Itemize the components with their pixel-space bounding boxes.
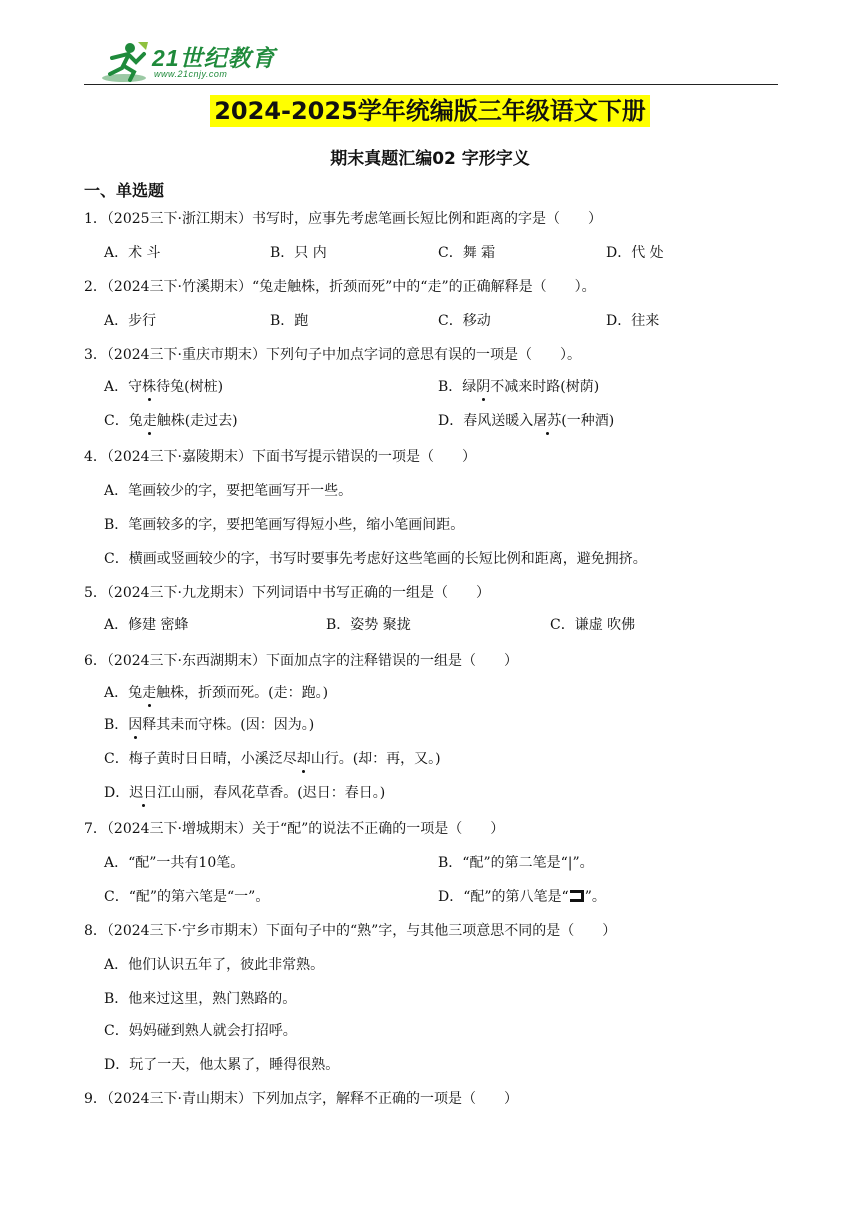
question-8-option-b: B．他来过这里，熟门熟路的。 xyxy=(104,991,297,1007)
question-7-option-a: A．“配”一共有10笔。 xyxy=(104,855,245,871)
question-7-option-d: D．“配”的第八笔是“ ”。 xyxy=(438,889,606,905)
question-4-option-a: A．笔画较少的字，要把笔画写开一些。 xyxy=(104,483,353,499)
question-3-option-b: B．绿阴不减来时路(树荫) xyxy=(438,376,599,396)
question-8-stem: 8．（2024三下·宁乡市期末）下面句子中的“熟”字，与其他三项意思不同的是（ ） xyxy=(84,923,617,939)
logo-21cnjy xyxy=(100,38,280,86)
question-1-option-b: B．只 内 xyxy=(270,245,327,261)
question-8-option-d: D．玩了一天，他太累了，睡得很熟。 xyxy=(104,1057,340,1073)
question-1-option-d: D．代 处 xyxy=(606,245,664,261)
question-7-option-c: C．“配”的第六笔是“一”。 xyxy=(104,889,270,905)
question-6-option-c: C．梅子黄时日日晴，小溪泛尽却山行。(却：再，又。) xyxy=(104,748,441,768)
question-6-option-b: B．因释其耒而守株。(因：因为。) xyxy=(104,714,314,734)
question-8-option-a: A．他们认识五年了，彼此非常熟。 xyxy=(104,957,325,973)
question-8-option-c: C．妈妈碰到熟人就会打招呼。 xyxy=(104,1023,297,1039)
question-7-stem: 7．（2024三下·增城期末）关于“配”的说法不正确的一项是（ ） xyxy=(84,821,505,837)
question-5-option-a: A．修建 密蜂 xyxy=(104,617,189,633)
section-heading: 一、单选题 xyxy=(84,181,165,200)
document-title: 2024-2025学年统编版三年级语文下册 xyxy=(0,94,860,128)
question-3-stem: 3．（2024三下·重庆市期末）下列句子中加点字词的意思有误的一项是（ ）。 xyxy=(84,347,581,363)
question-4-stem: 4．（2024三下·嘉陵期末）下面书写提示错误的一项是（ ） xyxy=(84,449,476,465)
question-3-option-c: C．兔走触株(走过去) xyxy=(104,410,238,430)
question-1-option-c: C．舞 霜 xyxy=(438,245,496,261)
question-4-option-b: B．笔画较多的字，要把笔画写得短小些，缩小笔画间距。 xyxy=(104,517,465,533)
question-3-option-d: D．春风送暖入屠苏(一种酒) xyxy=(438,410,614,430)
question-3-option-a: A．守株待兔(树桩) xyxy=(104,376,223,396)
logo-url: www.21cnjy.com xyxy=(154,69,228,79)
stroke-hook-icon xyxy=(570,890,584,902)
runner-logo-icon xyxy=(100,40,150,84)
question-5-option-c: C．谦虚 吹佛 xyxy=(550,617,636,633)
logo-text: 21世纪教育 xyxy=(152,45,276,71)
question-2-option-d: D．往来 xyxy=(606,313,660,329)
question-6-stem: 6．（2024三下·东西湖期末）下面加点字的注释错误的一组是（ ） xyxy=(84,653,518,669)
question-2-stem: 2．（2024三下·竹溪期末）“兔走触株，折颈而死”中的“走”的正确解释是（ ）。 xyxy=(84,279,596,295)
question-1-option-a: A．术 斗 xyxy=(104,245,161,261)
question-9-stem: 9．（2024三下·青山期末）下列加点字，解释不正确的一项是（ ） xyxy=(84,1091,518,1107)
question-5-option-b: B．姿势 聚拢 xyxy=(326,617,411,633)
question-2-option-b: B．跑 xyxy=(270,313,309,329)
question-2-option-a: A．步行 xyxy=(104,313,157,329)
question-6-option-d: D．迟日江山丽，春风花草香。(迟日：春日。) xyxy=(104,782,385,802)
question-2-option-c: C．移动 xyxy=(438,313,491,329)
header-divider xyxy=(84,84,778,85)
question-6-option-a: A．兔走触株，折颈而死。(走：跑。) xyxy=(104,682,328,702)
question-1-stem: 1．（2025三下·浙江期末）书写时，应事先考虑笔画长短比例和距离的字是（ ） xyxy=(84,211,602,227)
document-subtitle: 期末真题汇编02 字形字义 xyxy=(330,149,530,169)
question-5-stem: 5．（2024三下·九龙期末）下列词语中书写正确的一组是（ ） xyxy=(84,585,490,601)
question-4-option-c: C．横画或竖画较少的字，书写时要事先考虑好这些笔画的长短比例和距离，避免拥挤。 xyxy=(104,551,647,567)
question-7-option-b: B．“配”的第二笔是“|”。 xyxy=(438,855,594,871)
